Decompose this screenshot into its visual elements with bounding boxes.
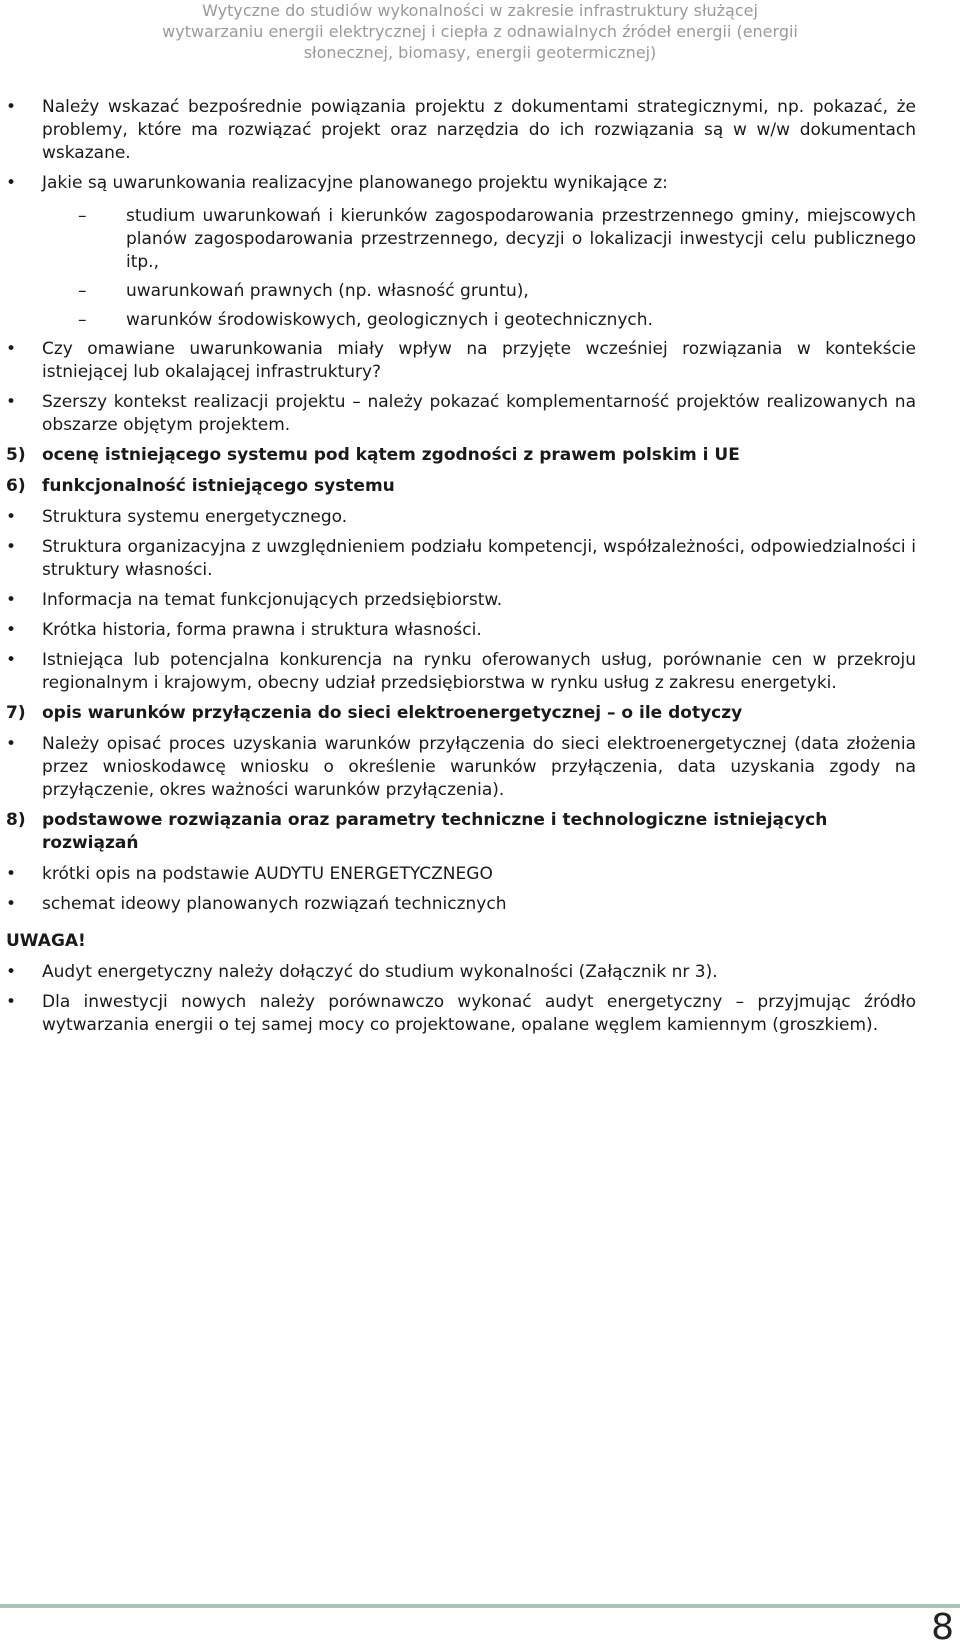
sub-list-item: [0, 205, 960, 274]
bullet-marker: •: [6, 734, 17, 754]
sub-list-item: [0, 309, 960, 332]
bullet-marker: •: [6, 339, 17, 359]
list-item-text: Dla inwestycji nowych należy porównawczo wykonać audyt energetyczny – przyjmując źródło wytwarzania energii o tej samej mocy co projektowane, opalane węglem kamiennym (groszkiem).: [42, 992, 916, 1035]
section-heading-7: [0, 702, 960, 725]
sub-list-item-text: warunków środowiskowych, geologicznych i geotechnicznych.: [126, 310, 653, 330]
list-item: [0, 96, 960, 165]
sub-list-item-text: studium uwarunkowań i kierunków zagospodarowania przestrzennego gminy, miejscowych planów zagospodarowania przestrzennego, decyzji o lokalizacji inwestycji celu publicznego itp.,: [126, 206, 916, 272]
section-heading-8: [0, 809, 960, 855]
bullet-marker: •: [6, 962, 17, 982]
section-number: 6): [6, 476, 26, 496]
bullet-marker: •: [6, 894, 17, 914]
list-item: [0, 589, 960, 612]
list-item: [0, 338, 960, 384]
bullet-marker: •: [6, 650, 17, 670]
list-item-text: Należy opisać proces uzyskania warunków przyłączenia do sieci elektroenergetycznej (data złożenia przez wnioskodawcę wniosku o określenie warunków przyłączenia, data uzyskania zgody na przyłączenie, okres ważności warunków przyłączenia).: [42, 734, 916, 800]
list-item-text: Czy omawiane uwarunkowania miały wpływ na przyjęte wcześniej rozwiązania w kontekście istniejącej lub okalającej infrastruktury?: [42, 339, 916, 382]
list-item-text: Informacja na temat funkcjonujących przedsiębiorstw.: [42, 590, 503, 610]
page-header: [0, 0, 960, 63]
bullet-marker: •: [6, 537, 17, 557]
section-number: 5): [6, 445, 26, 465]
list-item: [0, 991, 960, 1037]
section-number: 8): [6, 810, 26, 830]
list-item-text: Struktura organizacyjna z uwzględnieniem podziału kompetencji, współzależności, odpowiedzialności i struktury własności.: [42, 537, 916, 580]
sub-list-item-text: uwarunkowań prawnych (np. własność gruntu),: [126, 281, 529, 301]
list-item: [0, 172, 960, 195]
list-item-text: krótki opis na podstawie AUDYTU ENERGETYCZNEGO: [42, 864, 493, 884]
bullet-marker: •: [6, 173, 17, 193]
dash-marker: –: [78, 206, 87, 226]
section-title: ocenę istniejącego systemu pod kątem zgodności z prawem polskim i UE: [42, 445, 740, 465]
list-item-text: Struktura systemu energetycznego.: [42, 507, 348, 527]
section-heading-5: [0, 444, 960, 467]
list-item-text: schemat ideowy planowanych rozwiązań technicznych: [42, 894, 507, 914]
bullet-marker: •: [6, 992, 17, 1012]
dash-marker: –: [78, 310, 87, 330]
list-item: [0, 863, 960, 886]
bullet-marker: •: [6, 620, 17, 640]
header-line-1: Wytyczne do studiów wykonalności w zakresie infrastruktury służącej: [202, 1, 758, 20]
footer-divider: [0, 1604, 960, 1608]
list-item: [0, 961, 960, 984]
list-item: [0, 893, 960, 916]
section-title: funkcjonalność istniejącego systemu: [42, 476, 395, 496]
list-item-text: Jakie są uwarunkowania realizacyjne planowanego projektu wynikające z:: [42, 173, 668, 193]
list-item: [0, 506, 960, 529]
header-line-2: wytwarzaniu energii elektrycznej i ciepła z odnawialnych źródeł energii (energii: [162, 22, 798, 41]
list-item: [0, 536, 960, 582]
section-heading-6: [0, 475, 960, 498]
bullet-marker: •: [6, 590, 17, 610]
list-item-text: Należy wskazać bezpośrednie powiązania projektu z dokumentami strategicznymi, np. pokazać, że problemy, które ma rozwiązać projekt oraz narzędzia do ich rozwiązania są w w/w dokumentach wskazane.: [42, 97, 916, 163]
dash-marker: –: [78, 281, 87, 301]
bullet-marker: •: [6, 864, 17, 884]
list-item: [0, 619, 960, 642]
sub-list-item: [0, 280, 960, 303]
list-item-text: Istniejąca lub potencjalna konkurencja na rynku oferowanych usług, porównanie cen w przekroju regionalnym i krajowym, obecny udział przedsiębiorstwa w rynku usług z zakresu energetyki.: [42, 650, 916, 693]
list-item: [0, 649, 960, 695]
document-body: [0, 96, 960, 1044]
section-title: opis warunków przyłączenia do sieci elektroenergetycznej – o ile dotyczy: [42, 703, 743, 723]
header-line-3: słonecznej, biomasy, energii geotermicznej): [303, 43, 657, 62]
list-item-text: Krótka historia, forma prawna i struktura własności.: [42, 620, 482, 640]
bullet-marker: •: [6, 392, 17, 412]
list-item: [0, 733, 960, 802]
bullet-marker: •: [6, 97, 17, 117]
section-number: 7): [6, 703, 26, 723]
list-item: [0, 391, 960, 437]
page-number: 8: [931, 1607, 954, 1648]
list-item-text: Audyt energetyczny należy dołączyć do studium wykonalności (Załącznik nr 3).: [42, 962, 718, 982]
list-item-text: Szerszy kontekst realizacji projektu – należy pokazać komplementarność projektów realizowanych na obszarze objętym projektem.: [42, 392, 916, 435]
section-title: podstawowe rozwiązania oraz parametry techniczne i technologiczne istniejących rozwiązań: [42, 810, 828, 853]
bullet-marker: •: [6, 507, 17, 527]
warning-heading: UWAGA!: [6, 931, 86, 951]
